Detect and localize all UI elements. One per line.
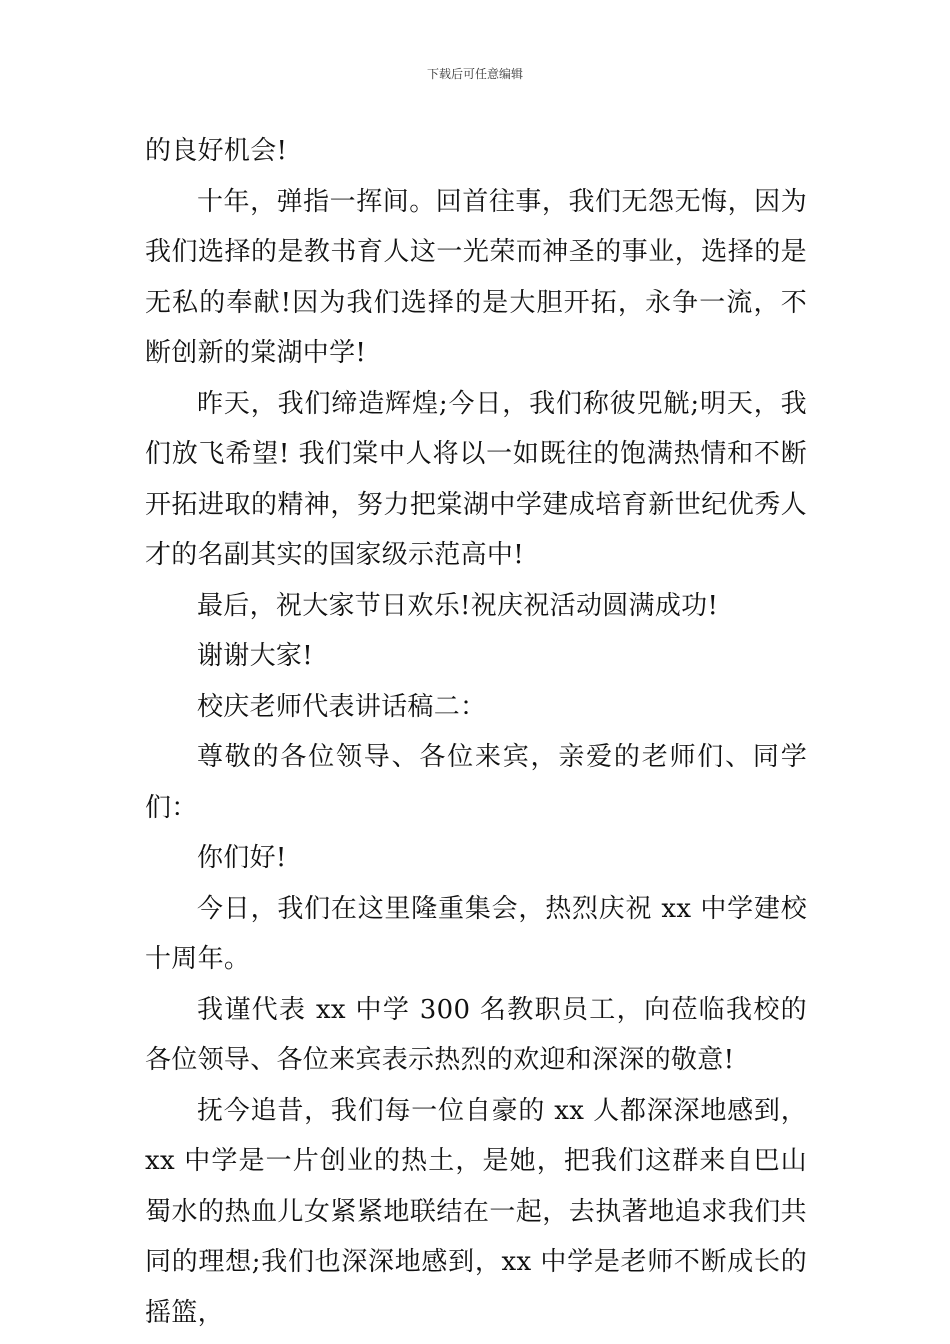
- paragraph: 的良好机会!: [145, 136, 288, 166]
- paragraph: 十年，弹指一挥间。回首往事，我们无怨无悔，因为我们选择的是教书育人这一光荣而神圣的事业，选择的是无私的奉献!因为我们选择的是大胆开拓，永争一流，不断创新的棠湖中学!: [145, 186, 807, 368]
- paragraph: 昨天，我们缔造辉煌;今日，我们称彼兕觥;明天，我们放飞希望! 我们棠中人将以一如既往的饱满热情和不断开拓进取的精神，努力把棠湖中学建成培育新世纪优秀人才的名副其实的国家级示范高中!: [145, 388, 807, 570]
- paragraph: 今日，我们在这里隆重集会，热烈庆祝 xx 中学建校十周年。: [145, 893, 807, 974]
- paragraph: 谢谢大家!: [197, 641, 313, 671]
- salutation: 尊敬的各位领导、各位来宾，亲爱的老师们、同学们：: [145, 742, 807, 823]
- paragraph: 抚今追昔，我们每一位自豪的 xx 人都深深地感到，xx 中学是一片创业的热土，是她，把我们这群来自巴山蜀水的热血儿女紧紧地联结在一起，去执著地追求我们共同的理想;我们也深深地感到，xx 中学是老师不断成长的摇篮，: [145, 1095, 807, 1328]
- paragraph: 最后，祝大家节日欢乐!祝庆祝活动圆满成功!: [197, 590, 719, 621]
- greeting: 你们好!: [197, 843, 287, 873]
- paragraph: 我谨代表 xx 中学 300 名教职员工，向莅临我校的各位领导、各位来宾表示热烈的欢迎和深深的敬意!: [145, 994, 807, 1075]
- page-header-note: 下载后可任意编辑: [426, 67, 523, 81]
- section-heading: 校庆老师代表讲话稿二：: [197, 691, 487, 722]
- document-body: [145, 126, 807, 1338]
